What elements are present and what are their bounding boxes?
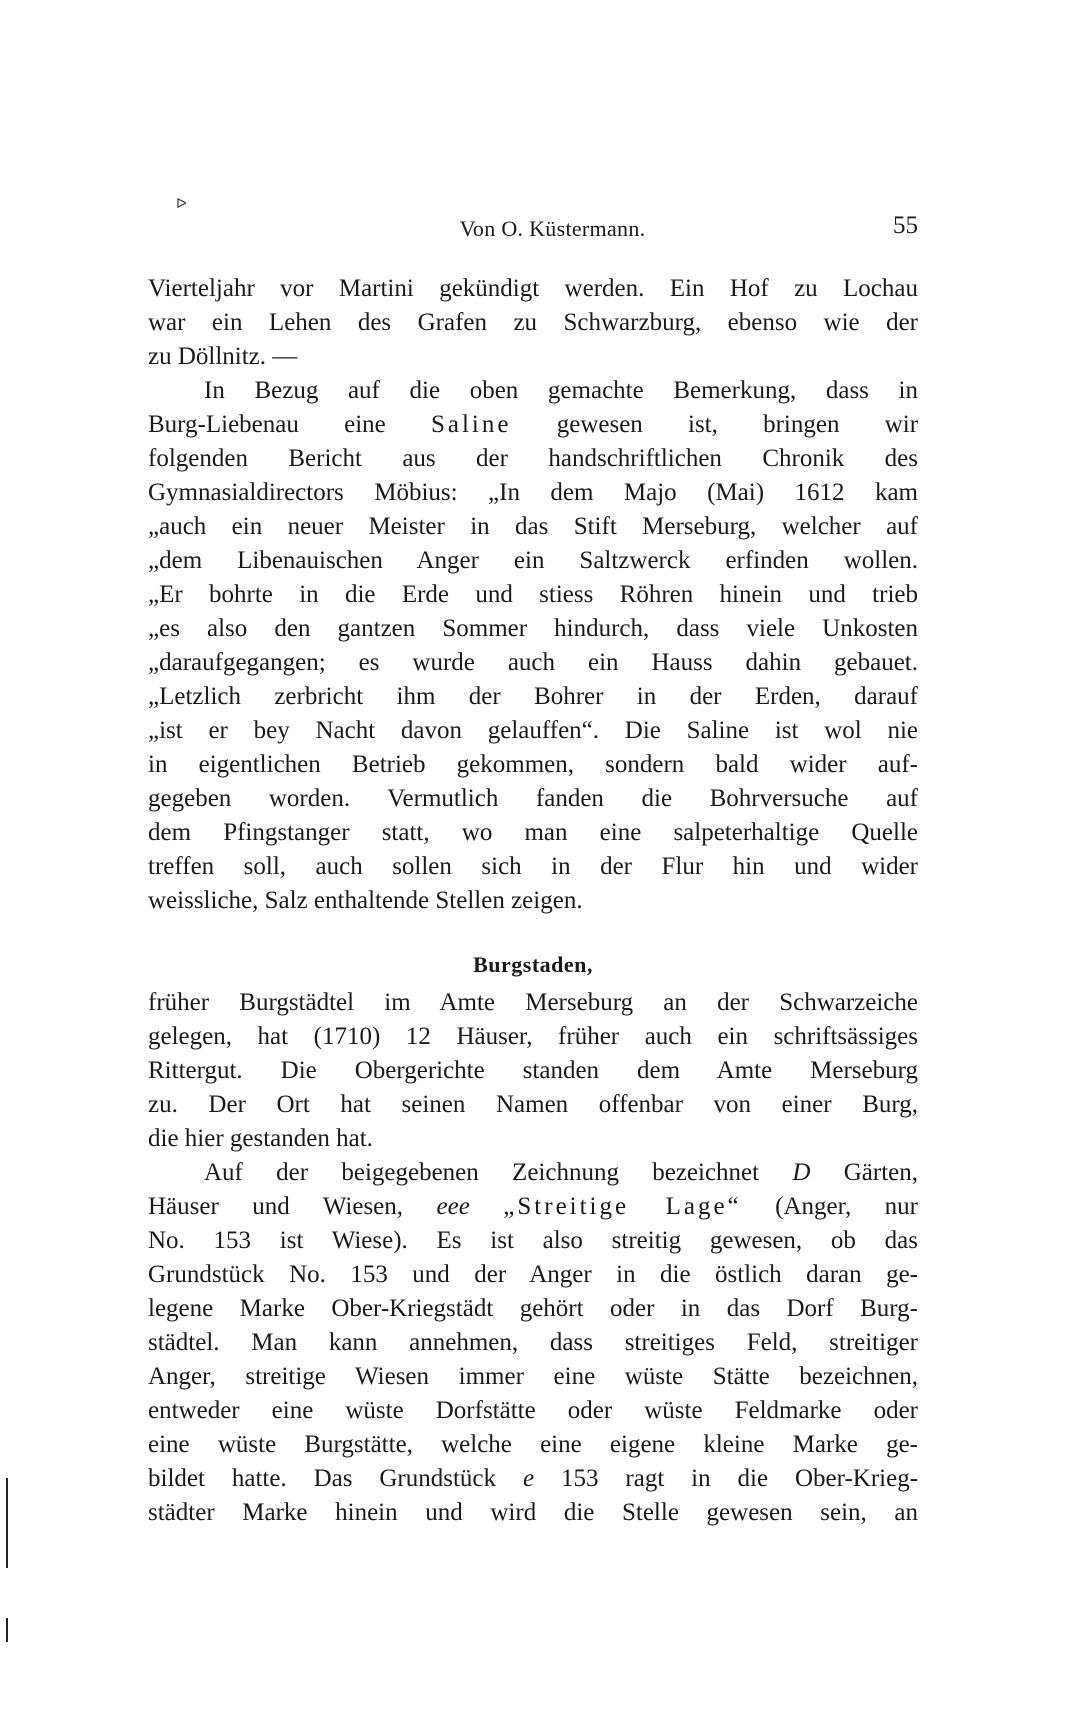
text-fragment: 153 ragt in die Ober-Krieg- — [560, 1465, 919, 1492]
text-fragment: Burg-Liebenau eine — [148, 411, 386, 438]
text-line: in eigentlichen Betrieb gekommen, sondern bald wider auf- — [148, 751, 918, 778]
text-line: die hier gestanden hat. — [148, 1125, 373, 1152]
text-line: No. 153 ist Wiese). Es ist also streitig gewesen, ob das — [148, 1227, 918, 1254]
emphasized-phrase: „Streitige Lage“ — [503, 1193, 742, 1220]
text-line: gelegen, hat (1710) 12 Häuser, früher auch ein schriftsässiges — [148, 1023, 918, 1050]
text-line: weissliche, Salz enthaltende Stellen zeigen. — [148, 887, 583, 914]
text-line: war ein Lehen des Grafen zu Schwarzburg, ebenso wie der — [148, 309, 918, 336]
text-fragment: (Anger, nur — [775, 1193, 918, 1220]
running-head — [0, 216, 1089, 242]
text-line: Vierteljahr vor Martini gekündigt werden. Ein Hof zu Lochau — [148, 275, 918, 302]
body-text — [148, 272, 918, 1530]
text-line: In Bezug auf die oben gemachte Bemerkung, dass in — [204, 377, 918, 404]
text-line: gegeben worden. Vermutlich fanden die Bohrversuche auf — [148, 785, 918, 812]
text-line: „daraufgegangen; es wurde auch ein Hauss dahin gebauet. — [148, 649, 918, 676]
text-line: Grundstück No. 153 und der Anger in die östlich daran ge- — [148, 1261, 918, 1288]
text-line — [148, 408, 918, 442]
text-line: Anger, streitige Wiesen immer eine wüste Stätte bezeichnen, — [148, 1363, 918, 1390]
text-fragment: Auf der beigegebenen Zeichnung bezeichnet — [204, 1159, 760, 1186]
text-line: „Er bohrte in die Erde und stiess Röhren hinein und trieb — [148, 581, 918, 608]
page-number: 55 — [893, 212, 918, 239]
text-line: „auch ein neuer Meister in das Stift Merseburg, welcher auf — [148, 513, 918, 540]
running-head-text: Von O. Küstermann. — [459, 216, 646, 241]
text-line: Rittergut. Die Obergerichte standen dem Amte Merseburg — [148, 1057, 918, 1084]
text-fragment: gewesen ist, bringen wir — [556, 411, 919, 438]
emphasized-word: Saline — [430, 411, 512, 438]
text-line: früher Burgstädtel im Amte Merseburg an der Schwarzeiche — [148, 989, 918, 1016]
text-fragment: Gärten, — [843, 1159, 919, 1186]
scan-edge-line — [6, 1618, 8, 1642]
text-fragment: bildet hatte. Das Grundstück — [148, 1465, 497, 1492]
text-line: zu. Der Ort hat seinen Namen offenbar von einer Burg, — [148, 1091, 918, 1118]
text-line: „ist er bey Nacht davon gelauffen“. Die Saline ist wol nie — [148, 717, 918, 744]
text-line: Gymnasialdirectors Möbius: „In dem Majo (Mai) 1612 kam — [148, 479, 918, 506]
text-line: folgenden Bericht aus der handschriftlichen Chronik des — [148, 445, 918, 472]
section-heading: Burgstaden, — [473, 952, 593, 977]
text-line: legene Marke Ober-Kriegstädt gehört oder in das Dorf Burg- — [148, 1295, 918, 1322]
text-line: dem Pfingstanger statt, wo man eine salpeterhaltige Quelle — [148, 819, 918, 846]
margin-mark: ᐅ — [176, 197, 187, 212]
italic-letter: D — [792, 1159, 811, 1186]
text-line: „Letzlich zerbricht ihm der Bohrer in der Erden, darauf — [148, 683, 918, 710]
text-line: „es also den gantzen Sommer hindurch, dass viele Unkosten — [148, 615, 918, 642]
text-fragment: Häuser und Wiesen, — [148, 1193, 404, 1220]
text-line: städter Marke hinein und wird die Stelle gewesen sein, an — [148, 1499, 918, 1526]
text-line: „dem Libenauischen Anger ein Saltzwerck erfinden wollen. — [148, 547, 918, 574]
text-line: eine wüste Burgstätte, welche eine eigene kleine Marke ge- — [148, 1431, 918, 1458]
text-line — [148, 1190, 918, 1224]
text-line: treffen soll, auch sollen sich in der Flur hin und wider — [148, 853, 918, 880]
scan-edge-line — [6, 1478, 8, 1568]
text-line — [148, 1462, 918, 1496]
text-line: zu Döllnitz. — — [148, 343, 298, 370]
text-line: städtel. Man kann annehmen, dass streitiges Feld, streitiger — [148, 1329, 918, 1356]
text-line: entweder eine wüste Dorfstätte oder wüste Feldmarke oder — [148, 1397, 918, 1424]
text-line — [148, 1156, 918, 1190]
italic-letter: e — [522, 1465, 535, 1492]
italic-letters: eee — [436, 1193, 470, 1220]
